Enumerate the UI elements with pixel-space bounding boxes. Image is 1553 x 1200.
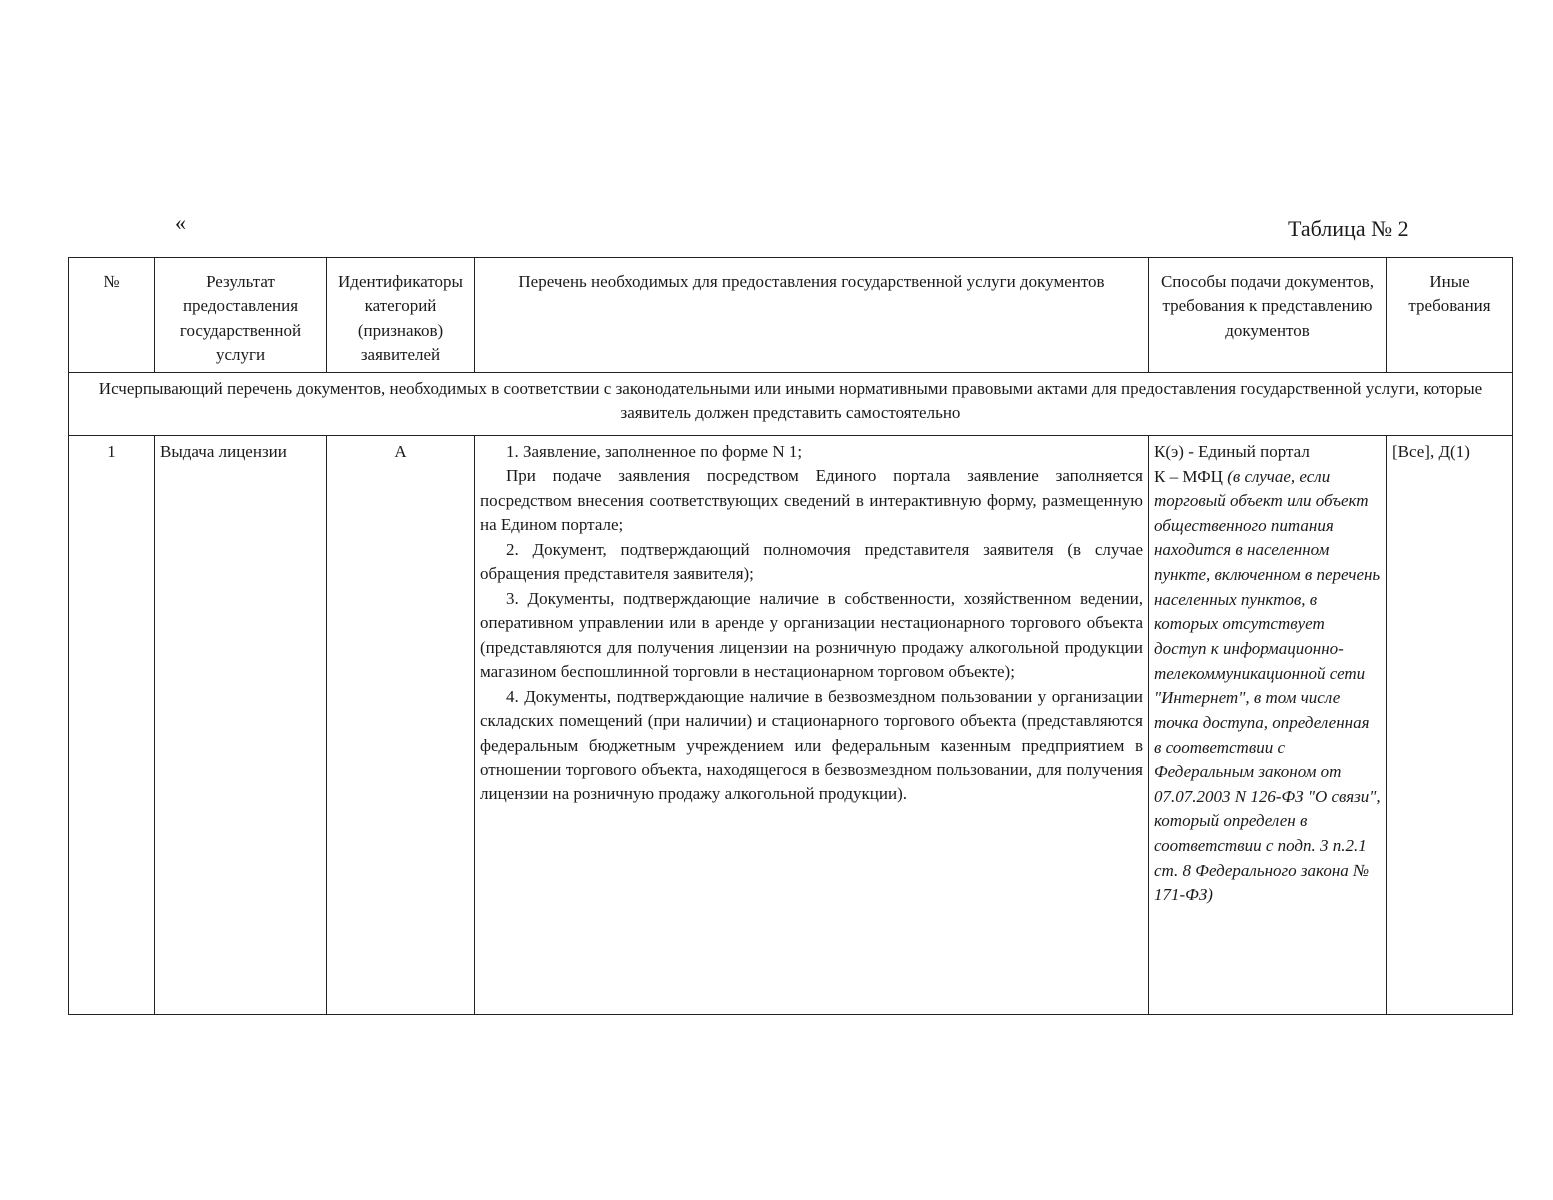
opening-quote-mark: «: [175, 210, 186, 235]
row-documents: [475, 435, 1149, 1014]
header-result: Результат предоставления государственной услуги: [155, 258, 327, 373]
requirements-table: [68, 257, 1513, 1015]
table-header-row: [69, 258, 1513, 373]
method-portal: К(э) - Единый портал: [1154, 441, 1310, 461]
document-item: 4. Документы, подтверждающие наличие в безвозмездном пользовании у организации складских помещений (при наличии) и стационарного торгового объекта (представляются федеральным бюджетным учреждением или федеральным казенным предприятием в отношении торгового объекта, находящегося в безвозмездном пользовании, для получения лицензии на розничную продажу алкогольной продукции).: [480, 686, 1143, 804]
table-row: [69, 435, 1513, 1014]
header-methods: Способы подачи документов, требования к представлению документов: [1149, 258, 1387, 373]
table-caption: Таблица № 2: [1288, 216, 1409, 241]
document-item: 3. Документы, подтверждающие наличие в собственности, хозяйственном ведении, оперативном управлении или в аренде у организации нестационарного торгового объекта (представляются для получения лицензии на розничную продажу алкогольной продукции магазином беспошлинной торговли в нестационарном торговом объекте);: [480, 588, 1143, 682]
row-methods: [1149, 435, 1387, 1014]
header-documents: Перечень необходимых для предоставления государственной услуги документов: [475, 258, 1149, 373]
row-identifier: А: [327, 435, 475, 1014]
document-item: При подаче заявления посредством Единого портала заявление заполняется посредством внесения соответствующих сведений в интерактивную форму, размещенную на Едином портале;: [480, 466, 1143, 535]
document-item: 1. Заявление, заполненное по форме N 1;: [506, 441, 803, 461]
header-number: №: [69, 258, 155, 373]
method-mfc: К – МФЦ: [1154, 466, 1228, 486]
banner-row: [69, 372, 1513, 435]
row-other-requirements: [Все], Д(1): [1387, 435, 1513, 1014]
document-item: 2. Документ, подтверждающий полномочия представителя заявителя (в случае обращения представителя заявителя);: [480, 539, 1143, 584]
header-other-requirements: Иные требования: [1387, 258, 1513, 373]
header-identifiers: Идентификаторы категорий (признаков) заявителей: [327, 258, 475, 373]
section-banner: Исчерпывающий перечень документов, необходимых в соответствии с законодательными или иными нормативными правовыми актами для предоставления государственной услуги, которые заявитель должен представить самостоятельно: [69, 372, 1513, 435]
method-mfc-note: (в случае, если торговый объект или объект общественного питания находится в населенном пункте, включенном в перечень населенных пунктов, в которых отсутствует доступ к информационно-телекоммуникационной сети "Интернет", в том числе точка доступа, определенная в соответствии с Федеральным законом от 07.07.2003 N 126-ФЗ "О связи", который определен в соответствии с подп. 3 п.2.1 ст. 8 Федерального закона № 171-ФЗ): [1154, 466, 1381, 905]
row-result: Выдача лицензии: [155, 435, 327, 1014]
row-number: 1: [69, 435, 155, 1014]
